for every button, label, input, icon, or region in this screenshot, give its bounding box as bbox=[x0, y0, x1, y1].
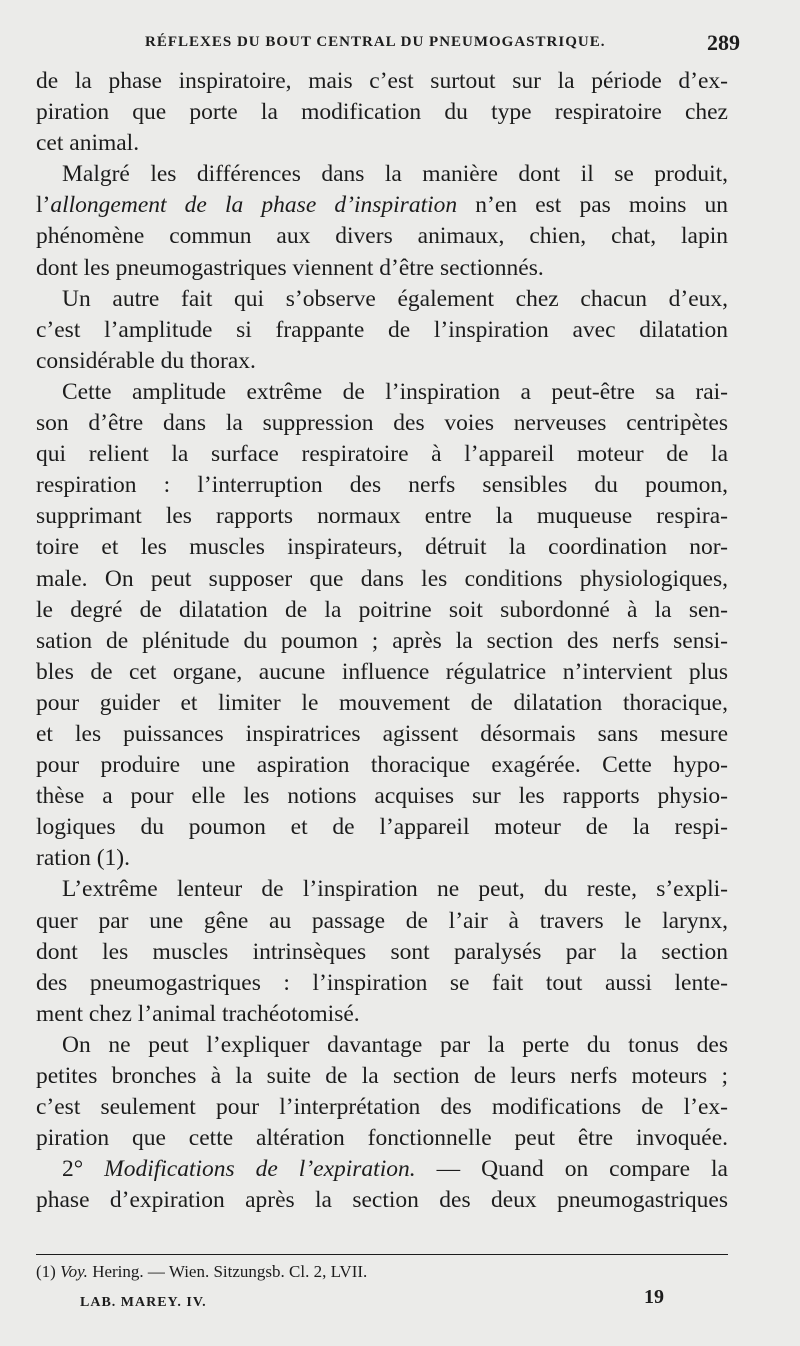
footnote-text: Hering. — Wien. Sitzungsb. Cl. 2, LVII. bbox=[87, 1262, 368, 1281]
text-line: ment chez l’animal trachéotomisé. bbox=[36, 1000, 360, 1027]
text-line bbox=[36, 190, 728, 221]
text-line bbox=[36, 1154, 728, 1185]
text-line: cet animal. bbox=[36, 130, 140, 157]
body-text bbox=[36, 66, 728, 1216]
italic-phrase: allongement de la phase d’inspiration bbox=[50, 192, 458, 219]
text-line: qui relient la surface respiratoire à l’appareil moteur de la bbox=[36, 441, 728, 468]
text-segment: l’ bbox=[36, 192, 51, 219]
italic-phrase: Modifications de l’expiration. bbox=[104, 1156, 416, 1183]
text-line: son d’être dans la suppression des voies nerveuses centripètes bbox=[36, 410, 728, 437]
running-title: RÉFLEXES DU BOUT CENTRAL DU PNEUMOGASTRIQUE. bbox=[145, 34, 606, 50]
text-line: ration (1). bbox=[36, 845, 130, 872]
footnote-rule bbox=[36, 1254, 728, 1255]
text-line: et les puissances inspiratrices agissent désormais sans mesure bbox=[36, 720, 728, 747]
text-line: toire et les muscles inspirateurs, détruit la coordination nor- bbox=[36, 534, 728, 561]
text-segment: — Quand on compare la bbox=[415, 1156, 728, 1183]
text-line: Malgré les différences dans la manière dont il se produit, bbox=[62, 161, 728, 188]
footnote bbox=[36, 1262, 728, 1282]
text-line: phénomène commun aux divers animaux, chien, chat, lapin bbox=[36, 223, 728, 250]
text-line: le degré de dilatation de la poitrine soit subordonné à la sen- bbox=[36, 596, 728, 623]
text-line: petites bronches à la suite de la section de leurs nerfs moteurs ; bbox=[36, 1063, 728, 1089]
footnote-ref: Voy. bbox=[60, 1262, 88, 1281]
text-line: On ne peut l’expliquer davantage par la perte du tonus des bbox=[62, 1031, 728, 1058]
signature-number: 19 bbox=[644, 1286, 664, 1308]
text-line: Cette amplitude extrême de l’inspiration a peut-être sa rai- bbox=[62, 378, 728, 405]
text-line: Un autre fait qui s’observe également chez chacun d’eux, bbox=[62, 285, 728, 312]
text-line: bles de cet organe, aucune influence régulatrice n’intervient plus bbox=[36, 658, 728, 685]
text-line: de la phase inspiratoire, mais c’est surtout sur la période d’ex- bbox=[36, 68, 728, 94]
text-line: piration que cette altération fonctionnelle peut être invoquée. bbox=[36, 1125, 728, 1152]
text-line: quer par une gêne au passage de l’air à travers le larynx, bbox=[36, 907, 728, 934]
page-number: 289 bbox=[707, 30, 740, 55]
text-line: respiration : l’interruption des nerfs sensibles du poumon, bbox=[36, 472, 728, 499]
text-line: sation de plénitude du poumon ; après la section des nerfs sensi- bbox=[36, 627, 728, 654]
signature-mark: LAB. MAREY. IV. bbox=[80, 1295, 207, 1310]
running-head bbox=[40, 30, 740, 60]
text-line: pour guider et limiter le mouvement de dilatation thoracique, bbox=[36, 689, 728, 716]
text-line: piration que porte la modification du type respiratoire chez bbox=[36, 99, 728, 126]
text-line: L’extrême lenteur de l’inspiration ne peut, du reste, s’expli- bbox=[62, 876, 728, 903]
text-line: considérable du thorax. bbox=[36, 347, 256, 374]
text-segment: 2° bbox=[62, 1156, 105, 1183]
text-line: c’est seulement pour l’interprétation des modifications de l’ex- bbox=[36, 1094, 728, 1121]
text-line: male. On peut supposer que dans les conditions physiologiques, bbox=[36, 565, 728, 592]
text-line: c’est l’amplitude si frappante de l’inspiration avec dilatation bbox=[36, 316, 728, 343]
text-line: dont les pneumogastriques viennent d’être sectionnés. bbox=[36, 254, 544, 281]
text-line: supprimant les rapports normaux entre la muqueuse respira- bbox=[36, 503, 728, 530]
text-line: logiques du poumon et de l’appareil moteur de la respi- bbox=[36, 814, 728, 841]
text-line: pour produire une aspiration thoracique exagérée. Cette hypo- bbox=[36, 752, 728, 779]
text-line: thèse a pour elle les notions acquises sur les rapports physio- bbox=[36, 783, 728, 810]
text-line: des pneumogastriques : l’inspiration se fait tout aussi lente- bbox=[36, 969, 728, 996]
footnote-marker: (1) bbox=[36, 1262, 56, 1281]
text-line: phase d’expiration après la section des deux pneumogastriques bbox=[36, 1187, 728, 1214]
text-segment: n’en est pas moins un bbox=[457, 192, 728, 219]
text-line: dont les muscles intrinsèques sont paralysés par la section bbox=[36, 938, 728, 965]
